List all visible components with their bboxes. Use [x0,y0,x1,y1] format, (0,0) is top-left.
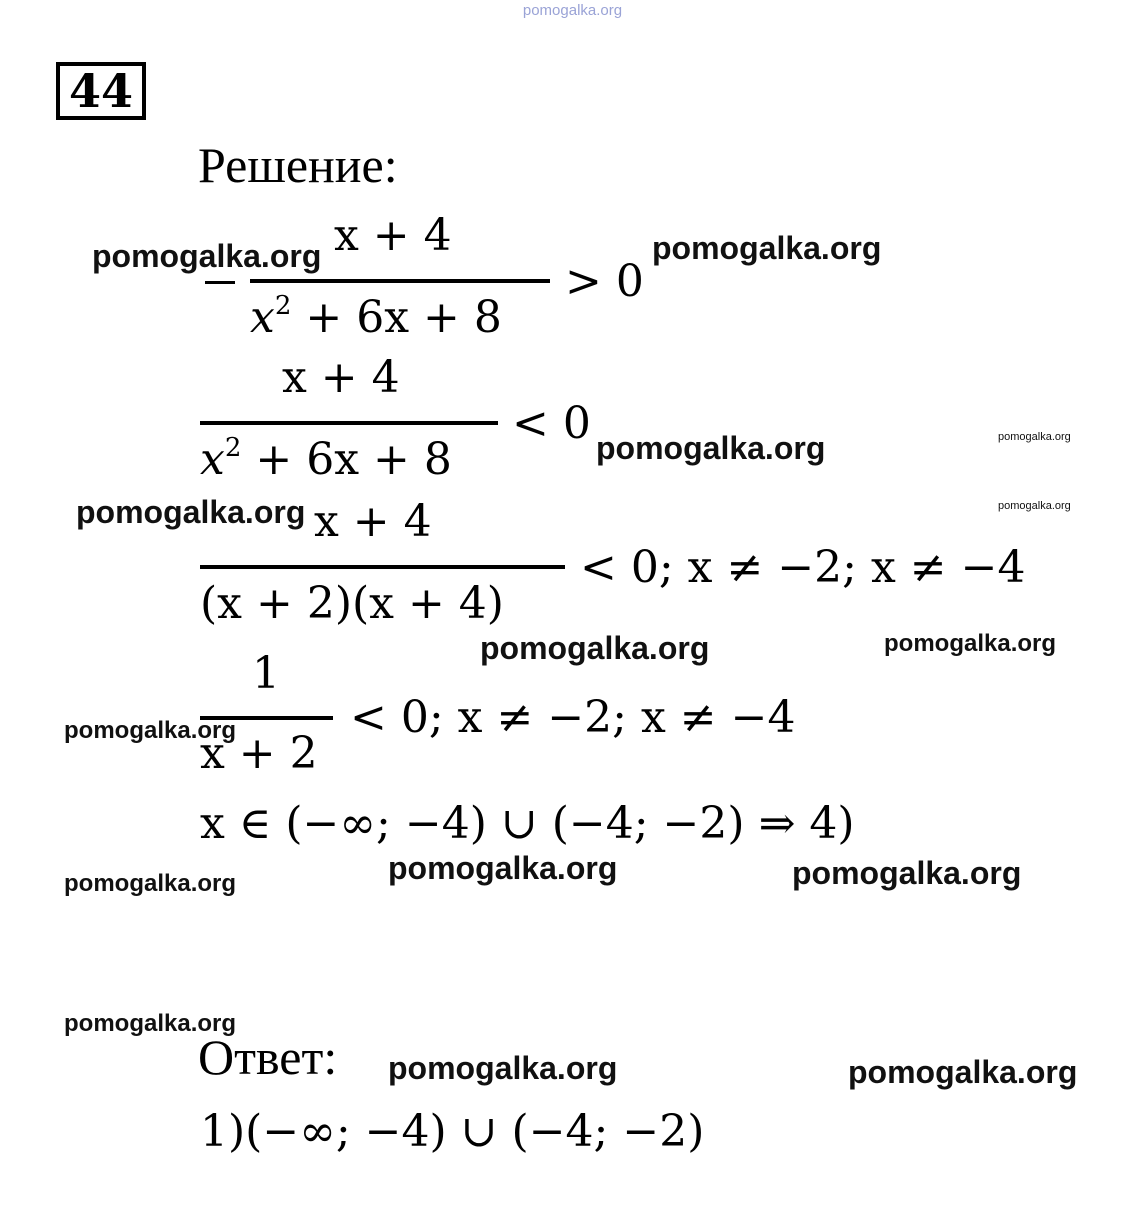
step2-denominator: $x^2 + 6x + 8$ [200,433,452,485]
watermark: pomogalka.org [76,494,306,530]
watermark: pomogalka.org [884,630,1057,657]
step3-relation: < 0; x ≠ −2; x ≠ −4 [580,542,1026,593]
fraction-bar [200,565,565,569]
watermark: pomogalka.org [64,870,237,897]
watermark: pomogalka.org [792,855,1022,891]
watermark: pomogalka.org [388,850,618,886]
problem-number-box: 44 [56,62,146,120]
step4-denominator: x + 2 [200,728,318,779]
watermark: pomogalka.org [848,1054,1078,1090]
watermark: pomogalka.org [480,630,710,666]
fraction-bar [250,279,550,283]
minus-sign [205,281,235,284]
step1-numerator: x + 4 [334,210,452,261]
top-watermark: pomogalka.org [522,2,623,19]
step4-relation: < 0; x ≠ −2; x ≠ −4 [350,692,796,743]
watermark: pomogalka.org [64,717,237,744]
step1-denominator: $x^2 + 6x + 8$ [250,291,502,343]
step2-relation: < 0 [512,398,591,449]
solution-set: x ∈ (−∞; −4) ∪ (−4; −2) ⇒ 4) [200,798,855,849]
watermark: pomogalka.org [64,1010,237,1037]
watermark: pomogalka.org [92,238,322,274]
watermark: pomogalka.org [652,230,882,266]
watermark: pomogalka.org [998,500,1071,512]
watermark: pomogalka.org [596,430,826,466]
step3-numerator: x + 4 [314,496,432,547]
step1-relation: > 0 [565,256,644,307]
step2-numerator: x + 4 [282,352,400,403]
fraction-bar [200,421,498,425]
step4-numerator: 1 [252,648,280,699]
watermark: pomogalka.org [998,431,1071,443]
watermark: pomogalka.org [388,1050,618,1086]
answer-heading: Ответ: [198,1029,338,1085]
answer-value: 1)(−∞; −4) ∪ (−4; −2) [200,1106,705,1157]
solution-heading: Решение: [198,137,398,193]
step3-denominator: (x + 2)(x + 4) [200,578,504,629]
